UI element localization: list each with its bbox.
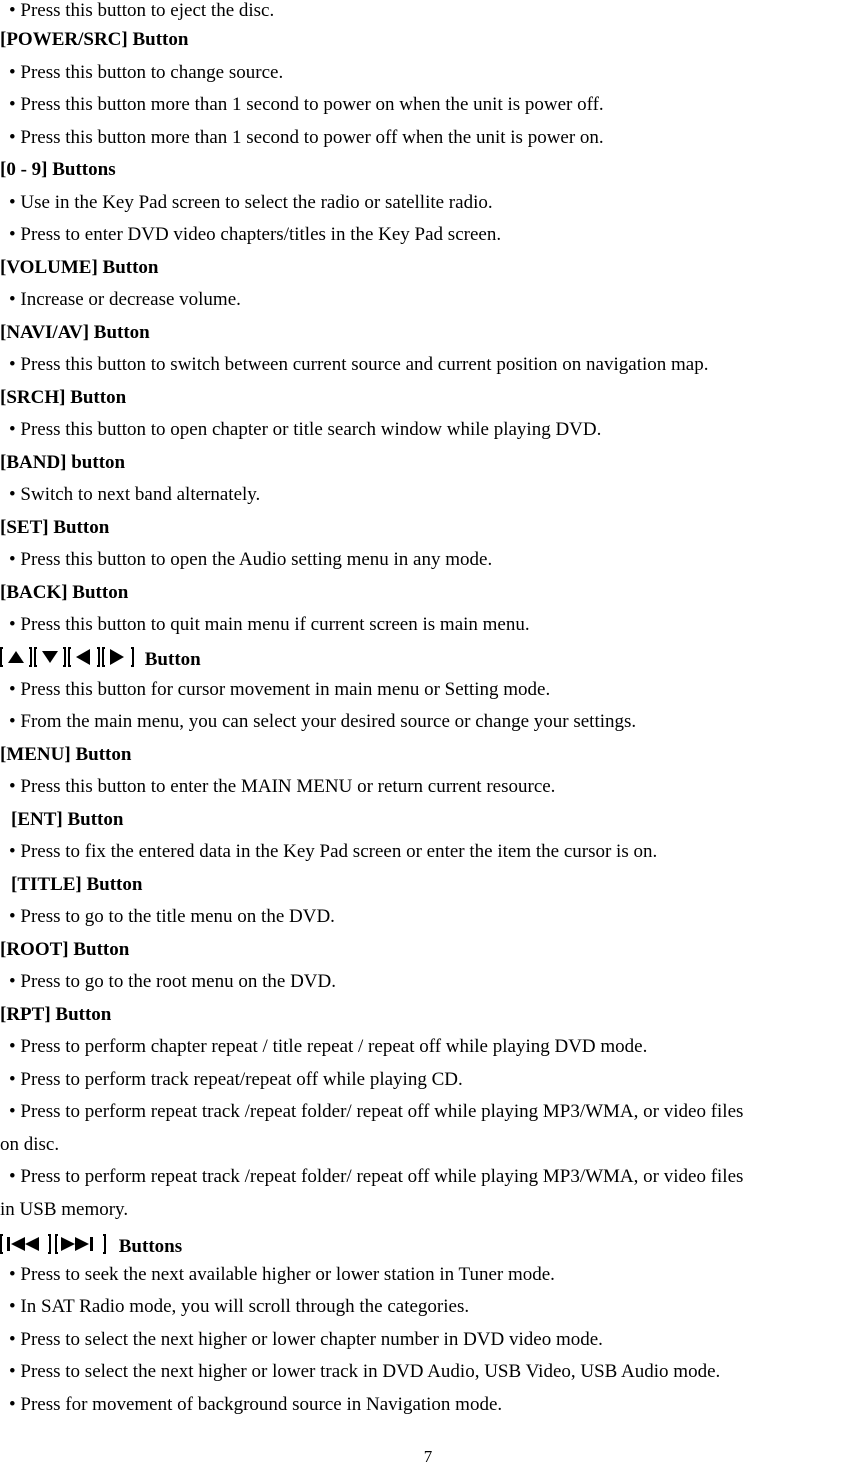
skip-next-icon — [61, 1237, 93, 1251]
bullet-dvd-chapter: • Press to select the next higher or lower chapter number in DVD video mode. — [9, 1329, 603, 1350]
bullet-eject: • Press this button to eject the disc. — [9, 0, 275, 21]
skip-keys-icon-group — [0, 1233, 112, 1255]
heading-volume: [VOLUME] Button — [0, 257, 159, 278]
bullet-rpt-disc-cont: on disc. — [0, 1134, 60, 1155]
right-arrow-icon — [110, 649, 124, 665]
bullet-power-on: • Press this button more than 1 second to power on when the unit is power off. — [9, 94, 604, 115]
bullet-title: • Press to go to the title menu on the DVD. — [9, 906, 335, 927]
bullet-root: • Press to go to the root menu on the DVD. — [9, 971, 336, 992]
bullet-navigation-background: • Press for movement of background source in Navigation mode. — [9, 1394, 503, 1415]
bullet-srch: • Press this button to open chapter or title search window while playing DVD. — [9, 419, 602, 440]
bullet-change-source: • Press this button to change source. — [9, 62, 284, 83]
bullet-navi-av: • Press this button to switch between current source and current position on navigation map. — [9, 354, 709, 375]
heading-navi-av: [NAVI/AV] Button — [0, 322, 150, 343]
heading-title: [TITLE] Button — [11, 874, 143, 895]
bullet-seek-tuner: • Press to seek the next available higher or lower station in Tuner mode. — [9, 1264, 555, 1285]
heading-number-buttons: [0 - 9] Buttons — [0, 159, 116, 180]
bullet-sat-categories: • In SAT Radio mode, you will scroll through the categories. — [9, 1296, 470, 1317]
bullet-cursor-movement: • Press this button for cursor movement in main menu or Setting mode. — [9, 679, 551, 700]
up-arrow-icon — [8, 651, 24, 663]
left-arrow-icon — [76, 649, 90, 665]
heading-srch: [SRCH] Button — [0, 387, 127, 408]
down-arrow-icon — [42, 651, 58, 663]
heading-band: [BAND] button — [0, 452, 126, 473]
heading-back: [BACK] Button — [0, 582, 129, 603]
heading-set: [SET] Button — [0, 517, 110, 538]
heading-skip-buttons — [0, 1233, 182, 1258]
heading-rpt: [RPT] Button — [0, 1004, 112, 1025]
heading-power-src: [POWER/SRC] Button — [0, 29, 189, 50]
bullet-volume: • Increase or decrease volume. — [9, 289, 241, 310]
page-number: 7 — [423, 1447, 433, 1466]
skip-buttons-label: Buttons — [118, 1236, 183, 1257]
bullet-menu: • Press this button to enter the MAIN MENU or return current resource. — [9, 776, 556, 797]
bullet-rpt-usb-cont: in USB memory. — [0, 1199, 129, 1220]
arrow-buttons-label: Button — [144, 649, 201, 670]
skip-previous-icon — [7, 1237, 39, 1251]
heading-root: [ROOT] Button — [0, 939, 130, 960]
bullet-rpt-dvd: • Press to perform chapter repeat / title repeat / repeat off while playing DVD mode. — [9, 1036, 648, 1057]
arrow-keys-icon-group — [0, 646, 138, 668]
bullet-back: • Press this button to quit main menu if current screen is main menu. — [9, 614, 530, 635]
heading-arrow-buttons — [0, 646, 201, 671]
bullet-rpt-cd: • Press to perform track repeat/repeat off while playing CD. — [9, 1069, 463, 1090]
bullet-rpt-disc: • Press to perform repeat track /repeat folder/ repeat off while playing MP3/WMA, or video files — [9, 1101, 744, 1122]
heading-ent: [ENT] Button — [11, 809, 124, 830]
bullet-rpt-usb: • Press to perform repeat track /repeat folder/ repeat off while playing MP3/WMA, or video files — [9, 1166, 744, 1187]
heading-menu: [MENU] Button — [0, 744, 132, 765]
bullet-track-select: • Press to select the next higher or lower track in DVD Audio, USB Video, USB Audio mode. — [9, 1361, 721, 1382]
bullet-ent: • Press to fix the entered data in the Key Pad screen or enter the item the cursor is on. — [9, 841, 658, 862]
bullet-set: • Press this button to open the Audio setting menu in any mode. — [9, 549, 493, 570]
bullet-power-off: • Press this button more than 1 second to power off when the unit is power on. — [9, 127, 604, 148]
bullet-main-menu-select: • From the main menu, you can select your desired source or change your settings. — [9, 711, 637, 732]
bullet-keypad-dvd: • Press to enter DVD video chapters/titles in the Key Pad screen. — [9, 224, 502, 245]
bullet-keypad-radio: • Use in the Key Pad screen to select the radio or satellite radio. — [9, 192, 493, 213]
bullet-band: • Switch to next band alternately. — [9, 484, 261, 505]
